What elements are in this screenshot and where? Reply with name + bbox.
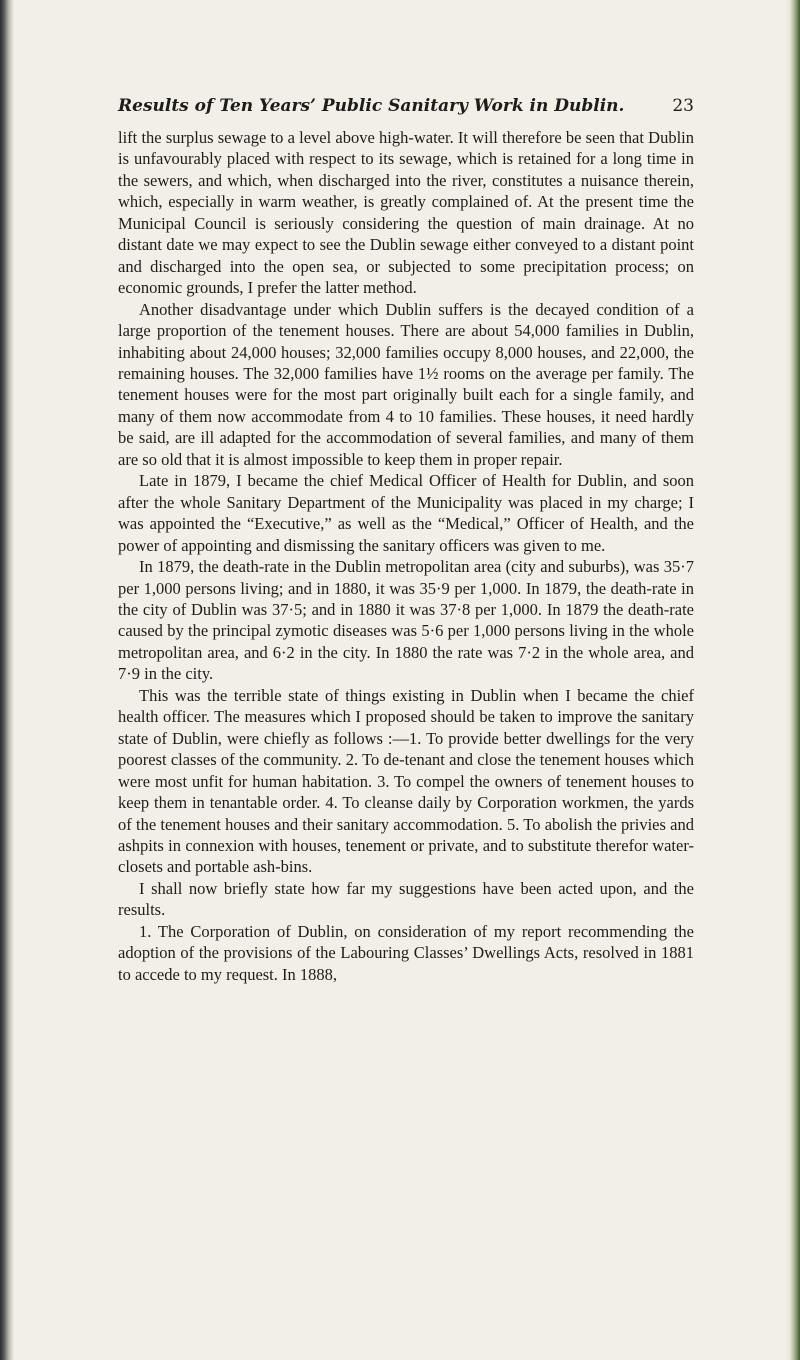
running-header: [118, 90, 694, 124]
page-right-edge-shadow: [786, 0, 800, 1360]
body-text: [118, 127, 694, 985]
running-title: Results of Ten Years’ Public Sanitary Work in Dublin.: [118, 96, 625, 116]
paragraph-results-intro: I shall now briefly state how far my suggestions have been acted upon, and the results.: [118, 878, 694, 920]
paragraph-tenement-houses: Another disadvantage under which Dublin suffers is the decayed condition of a large proportion of the tenement houses. There are about 54,000 families in Dublin, inhabiting about 24,000 houses; 32,000 families occupy 8,000 houses, and 22,000, the remaining houses. The 32,000 families have 1½ rooms on the average per family. The tenement houses were for the most part originally built each for a single family, and many of them now accommodate from 4 to 10 families. These houses, it need hardly be said, are ill adapted for the accommodation of several families, and many of them are so old that it is almost impossible to keep them in proper repair.: [118, 299, 694, 469]
paragraph-proposed-measures: This was the terrible state of things existing in Dublin when I became the chief health officer. The measures which I proposed should be taken to improve the sanitary state of Dublin, were chiefly as follows :—1. To provide better dwellings for the very poorest classes of the community. 2. To de-tenant and close the tenement houses which were most unfit for human habitation. 3. To compel the owners of tenement houses to keep them in tenantable order. 4. To cleanse daily by Corporation workmen, the yards of the tenement houses and their sanitary accommodation. 5. To abolish the privies and ashpits in connexion with houses, tenement or private, and to substitute therefor water-closets and portable ash-bins.: [118, 685, 694, 877]
page-number: 23: [672, 96, 694, 116]
paragraph-medical-officer-appointment: Late in 1879, I became the chief Medical Officer of Health for Dublin, and soon after the whole Sanitary Department of the Municipality was placed in my charge; I was appointed the “Executive,” as well as the “Medical,” Officer of Health, and the power of appointing and dismissing the sanitary officers was given to me.: [118, 471, 694, 555]
page-left-edge-shadow: [0, 0, 14, 1360]
paragraph-sewage-drainage: lift the surplus sewage to a level above high-water. It will therefore be seen that Dublin is unfavourably placed with respect to its sewage, which is retained for a long time in the sewers, and which, when discharged into the river, constitutes a nuisance therein, which, especially in warm weather, is greatly complained of. At the present time the Municipal Council is seriously considering the question of main drainage. At no distant date we may expect to see the Dublin sewage either conveyed to a distant point and discharged into the open sea, or subjected to some precipitation process; on economic grounds, I prefer the latter method.: [118, 128, 694, 298]
paragraph-corporation-dwellings: 1. The Corporation of Dublin, on consideration of my report recommending the adoption of the provisions of the Labouring Classes’ Dwellings Acts, resolved in 1881 to accede to my request. In 1888,: [118, 921, 694, 984]
paragraph-death-rates: In 1879, the death-rate in the Dublin metropolitan area (city and suburbs), was 35·7 per 1,000 persons living; and in 1880, it was 35·9 per 1,000. In 1879, the death-rate in the city of Dublin was 37·5; and in 1880 it was 37·8 per 1,000. In 1879 the death-rate caused by the principal zymotic diseases was 5·6 per 1,000 persons living in the whole metropolitan area, and 6·2 in the city. In 1880 the rate was 7·2 in the whole area, and 7·9 in the city.: [118, 557, 694, 684]
